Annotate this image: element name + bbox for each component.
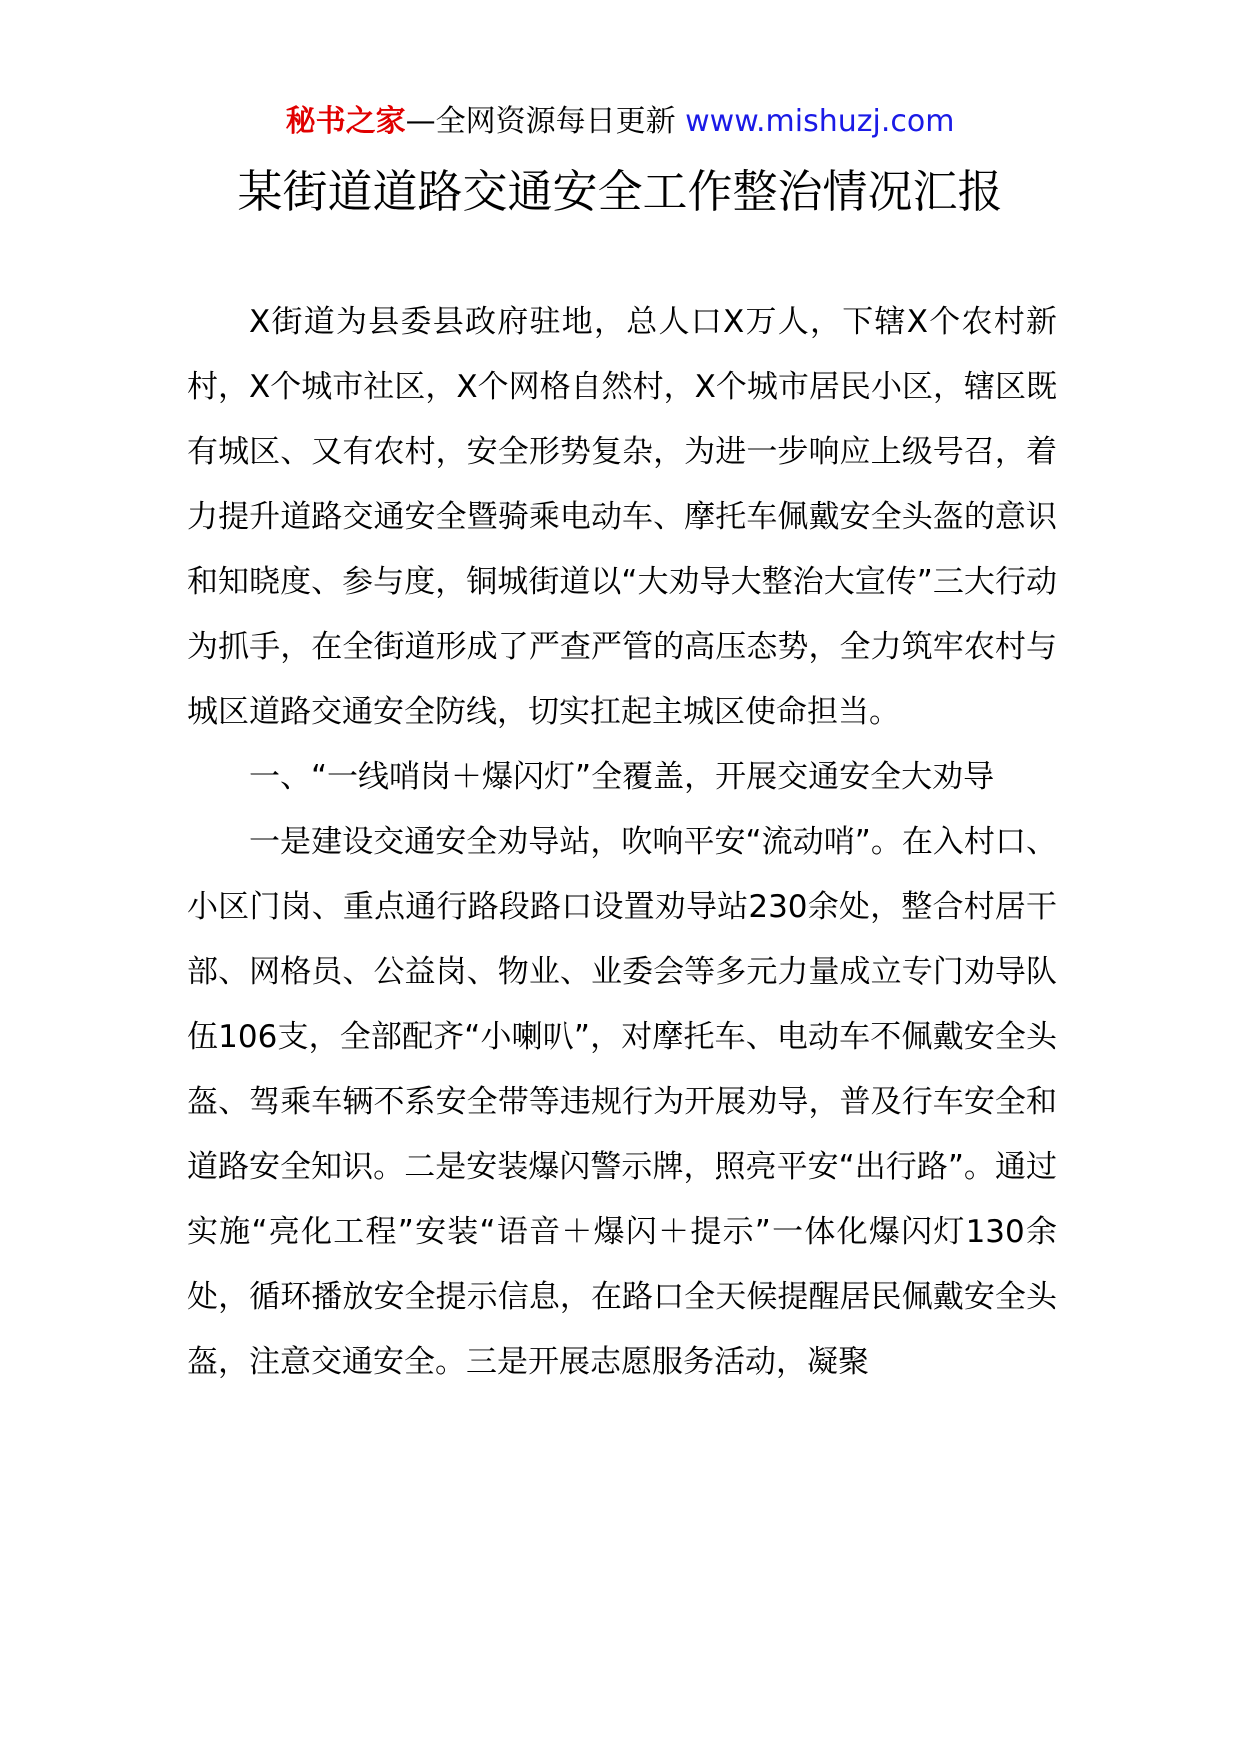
body-paragraph-intro: X街道为县委县政府驻地，总人口X万人，下辖X个农村新村，X个城市社区，X个网格自然村，X个城市居民小区，辖区既有城区、又有农村，安全形势复杂，为进一步响应上级号召，着力提升道路交通安全暨骑乘电动车、摩托车佩戴安全头盔的意识和知晓度、参与度，铜城街道以“大劝导大整治大宣传”三大行动为抓手，在全街道形成了严查严管的高压态势，全力筑牢农村与城区道路交通安全防线，切实扛起主城区使命担当。 [187, 304, 1057, 730]
body-paragraph-section-1: 一是建设交通安全劝导站，吹响平安“流动哨”。在入村口、小区门岗、重点通行路段路口设置劝导站230余处，整合村居干部、网格员、公益岗、物业、业委会等多元力量成立专门劝导队伍106支，全部配齐“小喇叭”，对摩托车、电动车不佩戴安全头盔、驾乘车辆不系安全带等违规行为开展劝导，普及行车安全和道路安全知识。二是安装爆闪警示牌，照亮平安“出行路”。通过实施“亮化工程”安装“语音＋爆闪＋提示”一体化爆闪灯130余处，循环播放安全提示信息，在路口全天候提醒居民佩戴安全头盔，注意交通安全。三是开展志愿服务活动，凝聚 [187, 824, 1057, 1380]
site-url-link[interactable]: www.mishuzj.com [685, 104, 955, 139]
section-heading-1: 一、“一线哨岗＋爆闪灯”全覆盖，开展交通安全大劝导 [249, 759, 995, 795]
brand-name: 秘书之家 [285, 104, 406, 139]
site-banner [0, 102, 1240, 142]
document-title: 某街道道路交通安全工作整治情况汇报 [237, 165, 1003, 218]
document-body [187, 290, 1057, 1395]
banner-tagline: —全网资源每日更新 [405, 104, 686, 139]
